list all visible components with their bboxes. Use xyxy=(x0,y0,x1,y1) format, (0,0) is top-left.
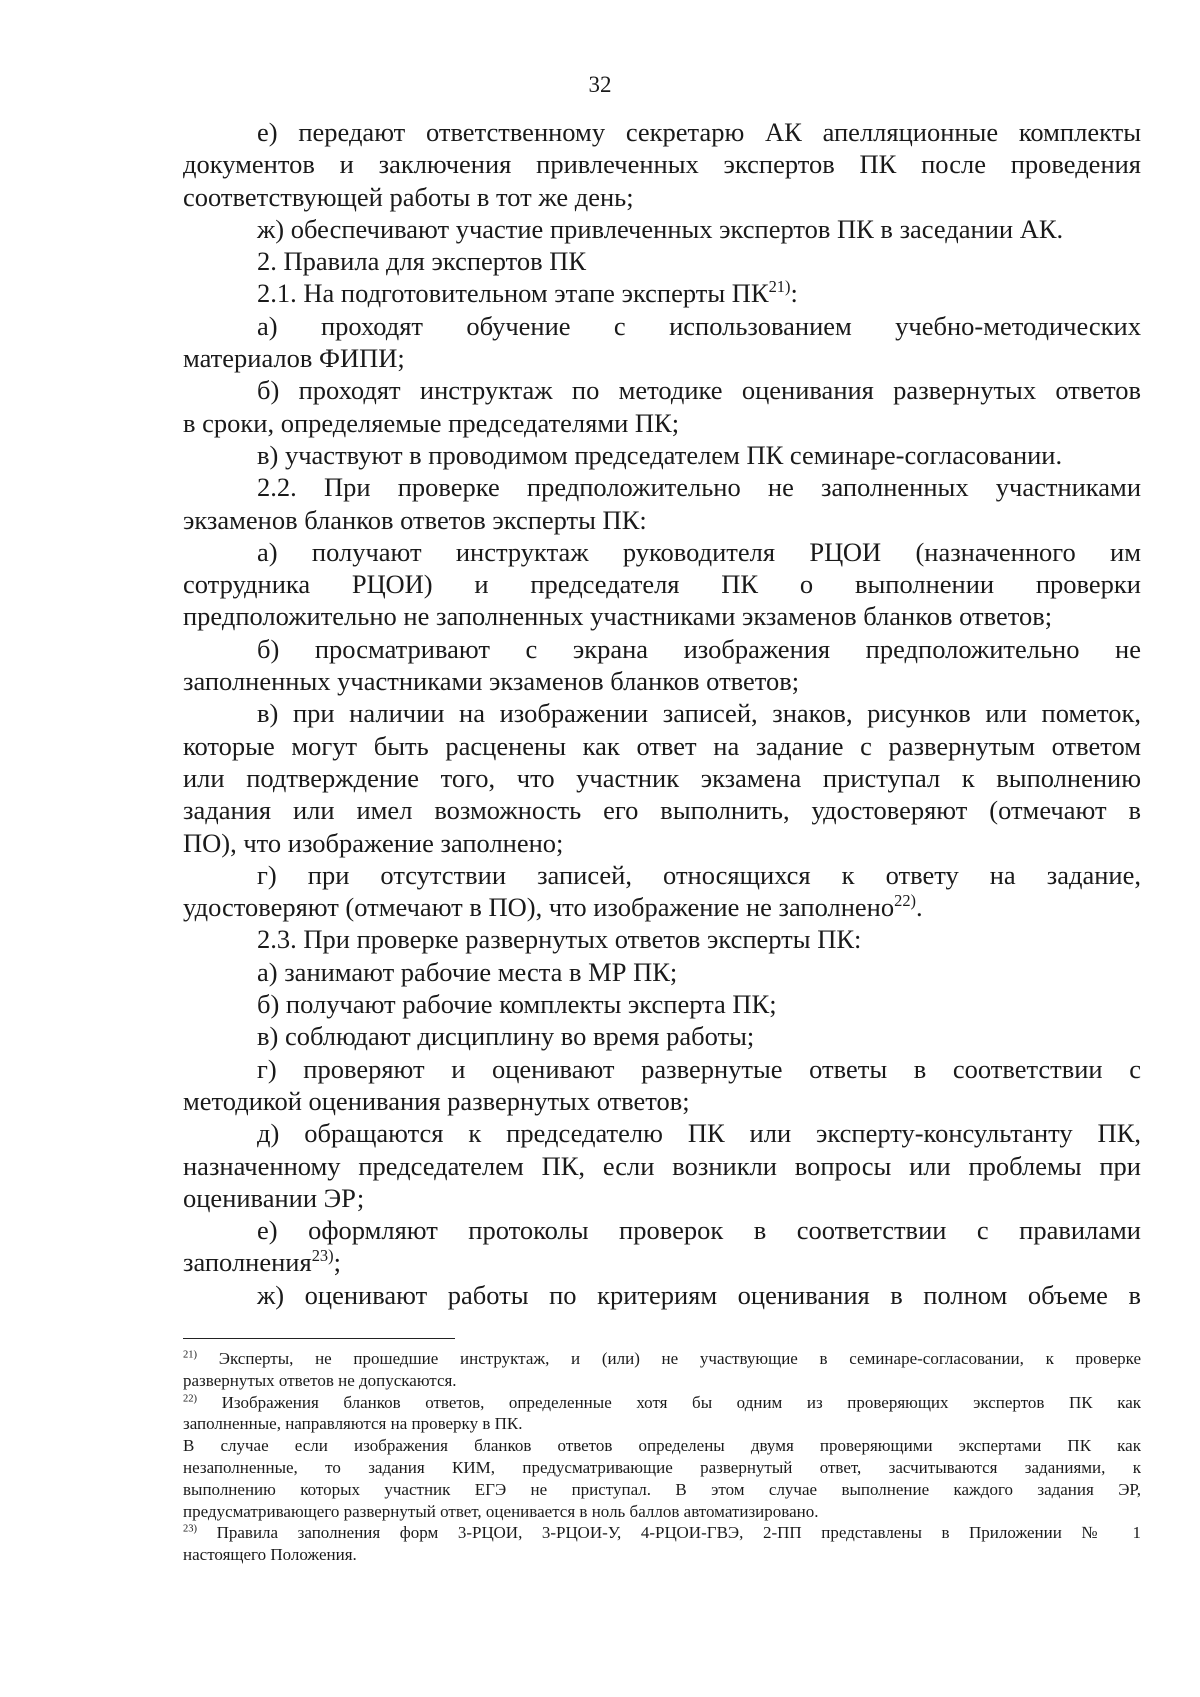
footnotes xyxy=(183,1348,1141,1566)
text-line xyxy=(183,568,1141,600)
text-line xyxy=(183,1279,1141,1311)
text-line xyxy=(183,536,1141,568)
text-line xyxy=(183,859,1141,891)
line-text: ПО), что изображение заполнено; xyxy=(183,827,564,858)
line-punct: . xyxy=(916,892,923,923)
text-line xyxy=(183,1053,1141,1085)
line-text: сотрудника РЦОИ) и председателя ПК о выполнении проверки xyxy=(183,569,1141,600)
footnote-text: настоящего Положения. xyxy=(183,1545,357,1565)
line-text: 2. Правила для экспертов ПК xyxy=(257,246,587,277)
line-text: е) оформляют протоколы проверок в соответствии с правилами xyxy=(257,1215,1141,1246)
line-text: б) просматривают с экрана изображения предположительно не xyxy=(257,633,1141,664)
line-text: удостоверяют (отмечают в ПО), что изображение не заполнено xyxy=(183,892,895,923)
text-line xyxy=(183,1150,1141,1182)
footnote-line xyxy=(183,1392,1141,1414)
footnote-text: В случае если изображения бланков ответов определены двумя проверяющими экспертами ПК как xyxy=(183,1436,1141,1456)
line-text: д) обращаются к председателю ПК или эксперту-консультанту ПК, xyxy=(257,1118,1141,1149)
text-line xyxy=(183,633,1141,665)
text-line xyxy=(183,374,1141,406)
text-line xyxy=(183,213,1141,245)
text-line xyxy=(183,697,1141,729)
footnote-text: Правила заполнения форм 3-РЦОИ, 3-РЦОИ-У, 4-РЦОИ-ГВЭ, 2-ПП представлены в Приложении № 1 xyxy=(197,1523,1141,1543)
text-line xyxy=(183,407,1141,439)
line-text: а) проходят обучение с использованием учебно-методических xyxy=(257,310,1141,341)
text-line xyxy=(183,891,1141,923)
text-line xyxy=(183,827,1141,859)
line-text: б) получают рабочие комплекты эксперта ПК; xyxy=(257,989,777,1020)
footnote-text: Эксперты, не прошедшие инструктаж, и (или) не участвующие в семинаре-согласовании, к проверке xyxy=(197,1349,1141,1368)
footnote-line xyxy=(183,1435,1141,1457)
line-punct: ; xyxy=(333,1247,341,1278)
line-text: 2.3. При проверке развернутых ответов эксперты ПК: xyxy=(257,924,862,955)
footnote-line xyxy=(183,1544,1141,1566)
line-text: соответствующей работы в тот же день; xyxy=(183,181,634,212)
text-line xyxy=(183,181,1141,213)
text-line xyxy=(183,956,1141,988)
footnote-line xyxy=(183,1522,1141,1544)
footnote-marker: 22) xyxy=(183,1393,198,1405)
text-line xyxy=(183,471,1141,503)
footnote-text: заполненные, направляются на проверку в ПК. xyxy=(183,1414,523,1434)
line-text: документов и заключения привлеченных экспертов ПК после проведения xyxy=(183,149,1141,180)
line-text: 2.2. При проверке предположительно не заполненных участниками xyxy=(257,472,1141,503)
footnote-ref: 21) xyxy=(768,277,791,297)
line-text: ж) обеспечивают участие привлеченных экспертов ПК в заседании АК. xyxy=(257,213,1064,244)
footnote-marker: 21) xyxy=(183,1349,198,1361)
line-text: материалов ФИПИ; xyxy=(183,343,405,374)
line-text: в сроки, определяемые председателями ПК; xyxy=(183,407,680,438)
text-line xyxy=(183,1020,1141,1052)
footnote-line xyxy=(183,1457,1141,1479)
footnote-line xyxy=(183,1501,1141,1523)
footnote-line xyxy=(183,1479,1141,1501)
line-text: задания или имел возможность его выполнить, удостоверяют (отмечают в xyxy=(183,795,1141,826)
line-text: 2.1. На подготовительном этапе эксперты ПК xyxy=(257,278,769,309)
line-text: ж) оценивают работы по критериям оценивания в полном объеме в xyxy=(257,1279,1141,1310)
line-text: оценивании ЭР; xyxy=(183,1182,365,1213)
footnote-text: развернутых ответов не допускаются. xyxy=(183,1370,457,1390)
footnote-text: незаполненные, то задания КИМ, предусматривающие развернутый ответ, засчитываются заданиями, к xyxy=(183,1457,1141,1477)
line-text: в) соблюдают дисциплину во время работы; xyxy=(257,1021,755,1052)
page-number: 32 xyxy=(588,72,612,97)
footnote-line xyxy=(183,1348,1141,1370)
footnote-ref: 23) xyxy=(311,1246,334,1266)
line-text: а) получают инструктаж руководителя РЦОИ (назначенного им xyxy=(257,536,1141,567)
text-line xyxy=(183,600,1141,632)
footnote-text: выполнению которых участник ЕГЭ не приступал. В этом случае выполнение каждого задания ЭР, xyxy=(183,1479,1141,1499)
body-text xyxy=(183,116,1141,1311)
line-text: в) при наличии на изображении записей, знаков, рисунков или пометок, xyxy=(257,698,1141,729)
text-line xyxy=(183,148,1141,180)
line-text: б) проходят инструктаж по методике оценивания развернутых ответов xyxy=(257,375,1141,406)
line-text: или подтверждение того, что участник экзамена приступал к выполнению xyxy=(183,762,1141,793)
text-line xyxy=(183,439,1141,471)
text-line xyxy=(183,988,1141,1020)
text-line xyxy=(183,1182,1141,1214)
text-line xyxy=(183,504,1141,536)
text-line xyxy=(183,730,1141,762)
text-line xyxy=(183,923,1141,955)
text-line xyxy=(183,794,1141,826)
text-line xyxy=(183,1085,1141,1117)
text-line xyxy=(183,762,1141,794)
text-line xyxy=(183,665,1141,697)
line-text: экзаменов бланков ответов эксперты ПК: xyxy=(183,504,647,535)
text-line xyxy=(183,277,1141,309)
line-text: предположительно не заполненных участниками экзаменов бланков ответов; xyxy=(183,601,1053,632)
text-line xyxy=(183,245,1141,277)
footnote-separator xyxy=(183,1338,455,1339)
line-text: г) проверяют и оценивают развернутые ответы в соответствии с xyxy=(257,1053,1141,1084)
line-text: методикой оценивания развернутых ответов; xyxy=(183,1085,690,1116)
line-text: заполнения xyxy=(183,1247,312,1278)
footnote-text: предусматривающего развернутый ответ, оценивается в ноль баллов автоматизировано. xyxy=(183,1501,819,1521)
line-punct: : xyxy=(790,278,798,309)
line-text: в) участвуют в проводимом председателем ПК семинаре-согласовании. xyxy=(257,439,1063,470)
text-line xyxy=(183,1214,1141,1246)
line-text: а) занимают рабочие места в МР ПК; xyxy=(257,956,678,987)
line-text: г) при отсутствии записей, относящихся к ответу на задание, xyxy=(257,859,1141,890)
line-text: заполненных участниками экзаменов бланков ответов; xyxy=(183,666,800,697)
text-line xyxy=(183,310,1141,342)
text-line xyxy=(183,1246,1141,1278)
footnote-marker: 23) xyxy=(183,1523,198,1535)
text-line xyxy=(183,342,1141,374)
footnote-ref: 22) xyxy=(894,890,917,910)
text-line xyxy=(183,116,1141,148)
text-line xyxy=(183,1117,1141,1149)
line-text: которые могут быть расценены как ответ на задание с развернутым ответом xyxy=(183,730,1141,761)
line-text: назначенному председателем ПК, если возникли вопросы или проблемы при xyxy=(183,1150,1141,1181)
footnote-text: Изображения бланков ответов, определенные хотя бы одним из проверяющих экспертов ПК как xyxy=(197,1392,1141,1412)
line-text: е) передают ответственному секретарю АК апелляционные комплекты xyxy=(257,117,1141,147)
footnote-line xyxy=(183,1413,1141,1435)
footnote-line xyxy=(183,1370,1141,1392)
